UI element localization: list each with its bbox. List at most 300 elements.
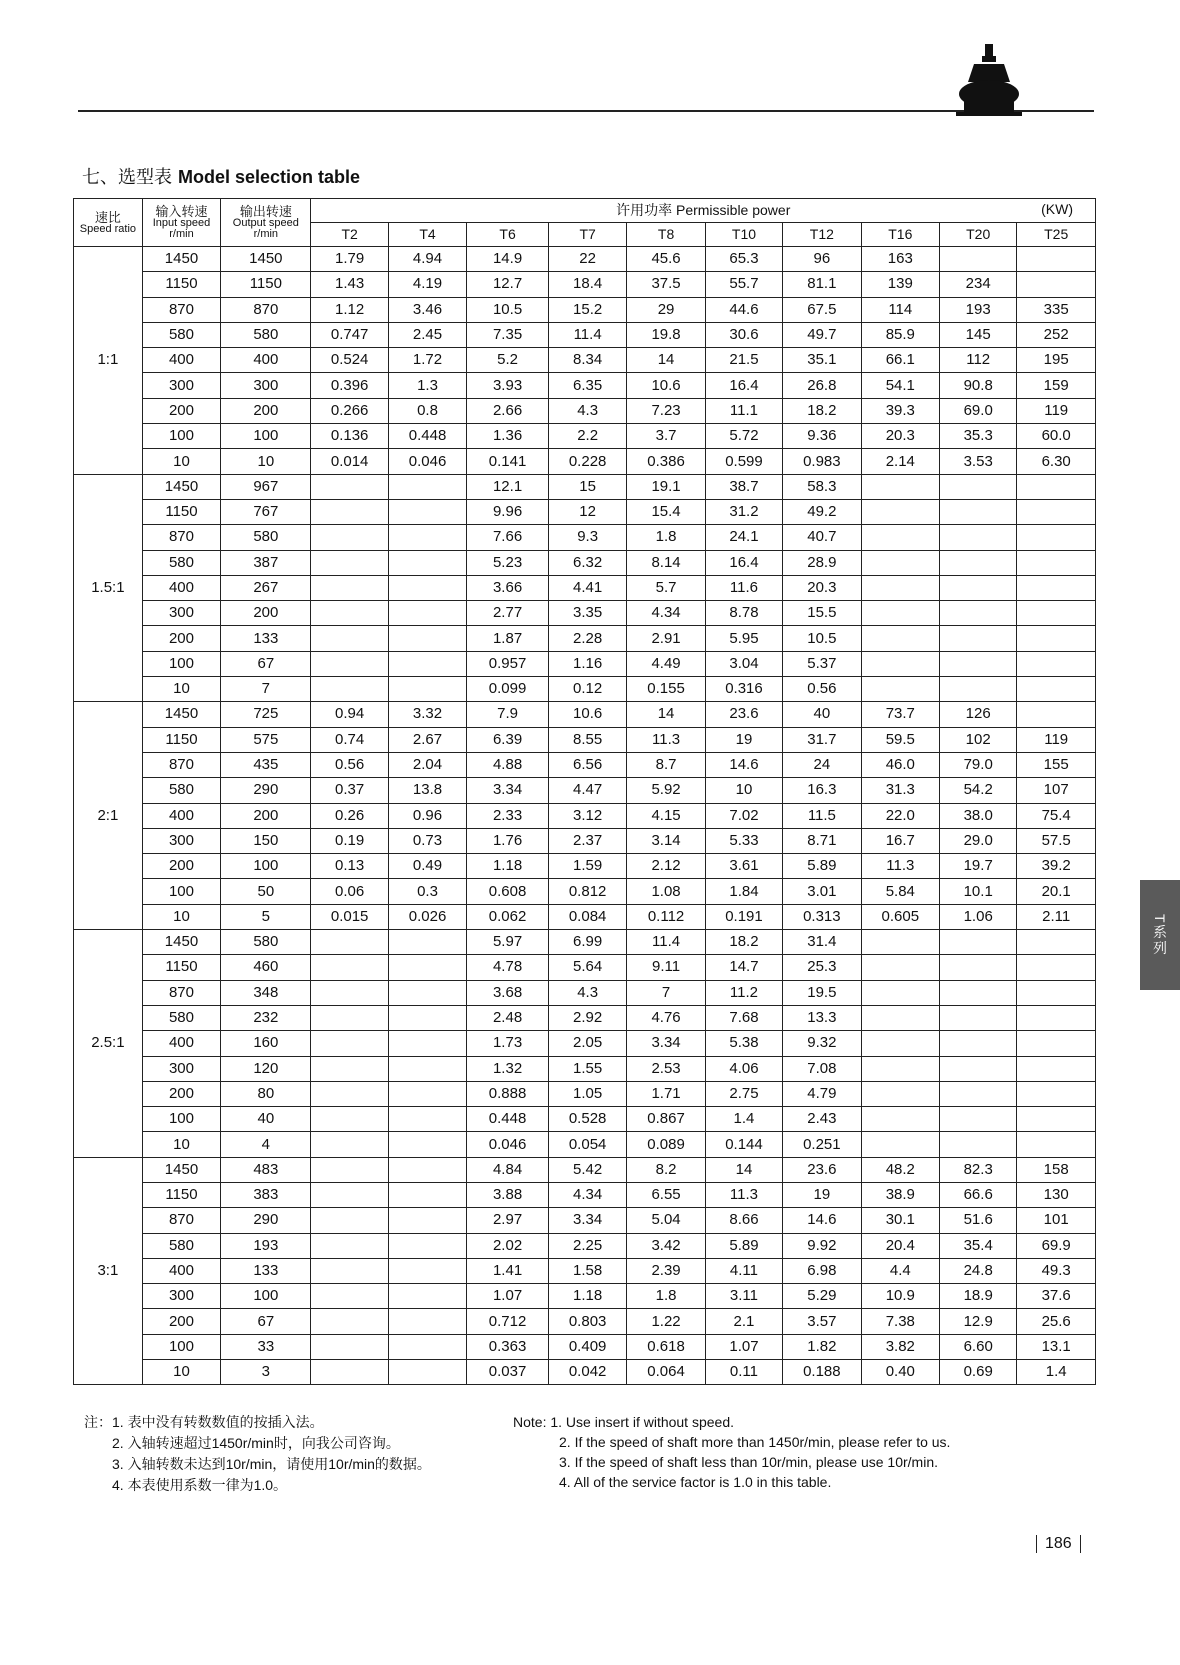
table-row: [74, 424, 1096, 449]
input-speed-cell: 10: [142, 1360, 220, 1385]
output-speed-cell: 435: [221, 752, 311, 777]
power-cell: 67.5: [783, 297, 861, 322]
power-cell: 10.5: [783, 626, 861, 651]
power-cell: [940, 955, 1017, 980]
output-speed-cell: 120: [221, 1056, 311, 1081]
power-cell: 2.75: [705, 1081, 782, 1106]
power-cell: 20.3: [861, 424, 939, 449]
power-cell: 15.2: [548, 297, 626, 322]
power-cell: 15.4: [627, 499, 705, 524]
power-cell: 1.4: [705, 1107, 782, 1132]
power-cell: [1017, 601, 1096, 626]
output-speed-cell: 387: [221, 550, 311, 575]
output-speed-cell: 100: [221, 1284, 311, 1309]
power-cell: 0.386: [627, 449, 705, 474]
power-cell: 1.73: [467, 1031, 549, 1056]
table-row: [74, 525, 1096, 550]
power-cell: 0.228: [548, 449, 626, 474]
power-cell: 1.76: [467, 828, 549, 853]
power-cell: 5.89: [783, 854, 861, 879]
power-cell: 22.0: [861, 803, 939, 828]
power-cell: 0.37: [311, 778, 388, 803]
power-cell: 0.712: [467, 1309, 549, 1334]
power-cell: 22: [548, 247, 626, 272]
table-row: [74, 955, 1096, 980]
output-header-cn: 输出转速: [239, 204, 292, 219]
table-row: [74, 1334, 1096, 1359]
power-cell: 48.2: [861, 1157, 939, 1182]
note-en-line: 2. If the speed of shaft more than 1450r/min, please refer to us.: [559, 1434, 951, 1450]
power-cell: 1.07: [467, 1284, 549, 1309]
power-cell: 4.84: [467, 1157, 549, 1182]
power-cell: 11.1: [705, 398, 782, 423]
power-cell: 12.9: [940, 1309, 1017, 1334]
power-cell: 16.4: [705, 373, 782, 398]
power-cell: 1.55: [548, 1056, 626, 1081]
power-cell: 119: [1017, 398, 1096, 423]
side-tab: T系列: [1140, 880, 1180, 990]
input-speed-header: [142, 199, 220, 247]
power-cell: 0.599: [705, 449, 782, 474]
input-speed-cell: 400: [142, 1031, 220, 1056]
power-cell: [940, 677, 1017, 702]
power-cell: 54.1: [861, 373, 939, 398]
power-cell: 66.6: [940, 1182, 1017, 1207]
table-row: [74, 651, 1096, 676]
power-cell: [1017, 1107, 1096, 1132]
power-cell: [940, 575, 1017, 600]
table-row: [74, 803, 1096, 828]
power-cell: 37.6: [1017, 1284, 1096, 1309]
power-cell: 8.14: [627, 550, 705, 575]
power-cell: 0.803: [548, 1309, 626, 1334]
power-cell: 38.7: [705, 474, 782, 499]
ratio-cell: 2:1: [74, 702, 143, 930]
output-speed-cell: 80: [221, 1081, 311, 1106]
table-row: [74, 348, 1096, 373]
power-cell: [861, 499, 939, 524]
power-cell: 14: [627, 348, 705, 373]
power-cell: 0.099: [467, 677, 549, 702]
power-cell: 5.2: [467, 348, 549, 373]
power-cell: 1.59: [548, 854, 626, 879]
power-cell: 6.32: [548, 550, 626, 575]
power-cell: 1.16: [548, 651, 626, 676]
power-cell: 5.89: [705, 1233, 782, 1258]
power-cell: 8.71: [783, 828, 861, 853]
table-row: [74, 1107, 1096, 1132]
output-speed-cell: 193: [221, 1233, 311, 1258]
power-cell: [311, 1284, 388, 1309]
power-cell: [861, 626, 939, 651]
power-cell: 0.191: [705, 904, 782, 929]
power-cell: 10.9: [861, 1284, 939, 1309]
power-cell: 2.25: [548, 1233, 626, 1258]
power-cell: [388, 1309, 466, 1334]
output-speed-cell: 100: [221, 854, 311, 879]
power-cell: 8.78: [705, 601, 782, 626]
power-cell: 14.9: [467, 247, 549, 272]
power-cell: 2.97: [467, 1208, 549, 1233]
table-row: [74, 398, 1096, 423]
power-cell: 7.23: [627, 398, 705, 423]
ratio-header-en: Speed ratio: [79, 222, 137, 235]
output-speed-cell: 580: [221, 322, 311, 347]
page-number: [1028, 1535, 1089, 1553]
power-cell: [388, 1360, 466, 1385]
input-speed-cell: 1450: [142, 930, 220, 955]
table-row: [74, 575, 1096, 600]
power-cell: [311, 1081, 388, 1106]
power-cell: [388, 1208, 466, 1233]
power-cell: 29: [627, 297, 705, 322]
output-speed-cell: 1150: [221, 272, 311, 297]
power-cell: [1017, 1056, 1096, 1081]
note-cn-line: 注：1. 表中没有转数数值的按插入法。: [84, 1414, 324, 1430]
power-cell: [940, 651, 1017, 676]
power-cell: [861, 525, 939, 550]
table-row: [74, 677, 1096, 702]
power-cell: 40: [783, 702, 861, 727]
power-cell: 7.68: [705, 1005, 782, 1030]
output-speed-cell: 483: [221, 1157, 311, 1182]
power-cell: 13.3: [783, 1005, 861, 1030]
input-speed-cell: 200: [142, 1309, 220, 1334]
power-cell: 79.0: [940, 752, 1017, 777]
power-cell: [1017, 955, 1096, 980]
power-cell: 9.32: [783, 1031, 861, 1056]
power-cell: 4.88: [467, 752, 549, 777]
power-cell: 37.5: [627, 272, 705, 297]
power-cell: 8.66: [705, 1208, 782, 1233]
input-speed-cell: 300: [142, 1284, 220, 1309]
input-speed-cell: 1450: [142, 702, 220, 727]
power-cell: 0.141: [467, 449, 549, 474]
power-cell: 193: [940, 297, 1017, 322]
input-header-cn: 输入转速: [155, 204, 208, 219]
power-cell: 26.8: [783, 373, 861, 398]
power-cell: 0.112: [627, 904, 705, 929]
power-cell: 3.14: [627, 828, 705, 853]
input-speed-cell: 300: [142, 601, 220, 626]
power-cell: 4.41: [548, 575, 626, 600]
power-cell: 4.34: [627, 601, 705, 626]
power-cell: 11.6: [705, 575, 782, 600]
power-cell: 158: [1017, 1157, 1096, 1182]
model-header-t20: T20: [940, 223, 1017, 247]
power-cell: 3.61: [705, 854, 782, 879]
power-cell: 2.39: [627, 1258, 705, 1283]
power-cell: 65.3: [705, 247, 782, 272]
power-cell: [388, 1233, 466, 1258]
power-cell: 6.56: [548, 752, 626, 777]
input-speed-cell: 1150: [142, 727, 220, 752]
power-cell: 2.92: [548, 1005, 626, 1030]
table-row: [74, 1233, 1096, 1258]
power-cell: 11.5: [783, 803, 861, 828]
power-cell: 1.32: [467, 1056, 549, 1081]
power-cell: 8.7: [627, 752, 705, 777]
power-cell: [1017, 1081, 1096, 1106]
power-cell: 1.08: [627, 879, 705, 904]
power-cell: 139: [861, 272, 939, 297]
input-speed-cell: 580: [142, 550, 220, 575]
table-row: [74, 1157, 1096, 1182]
power-cell: 4.34: [548, 1182, 626, 1207]
power-cell: 3.34: [467, 778, 549, 803]
power-cell: [940, 1081, 1017, 1106]
power-cell: [940, 1005, 1017, 1030]
input-speed-cell: 300: [142, 828, 220, 853]
power-cell: 28.9: [783, 550, 861, 575]
power-cell: 4.11: [705, 1258, 782, 1283]
power-cell: [311, 930, 388, 955]
power-cell: [388, 1107, 466, 1132]
output-speed-cell: 232: [221, 1005, 311, 1030]
power-cell: 10.5: [467, 297, 549, 322]
power-cell: 40.7: [783, 525, 861, 550]
input-speed-cell: 580: [142, 322, 220, 347]
table-row: [74, 752, 1096, 777]
power-cell: 7.66: [467, 525, 549, 550]
power-cell: 2.77: [467, 601, 549, 626]
power-cell: [940, 525, 1017, 550]
power-cell: [940, 626, 1017, 651]
power-cell: 0.448: [467, 1107, 549, 1132]
power-cell: 3.11: [705, 1284, 782, 1309]
power-cell: 1.41: [467, 1258, 549, 1283]
power-cell: 5.37: [783, 651, 861, 676]
power-cell: 3.32: [388, 702, 466, 727]
output-speed-cell: 1450: [221, 247, 311, 272]
power-cell: 0.046: [388, 449, 466, 474]
power-cell: 0.251: [783, 1132, 861, 1157]
power-cell: 35.1: [783, 348, 861, 373]
power-cell: 19: [705, 727, 782, 752]
power-cell: 4.49: [627, 651, 705, 676]
power-cell: 159: [1017, 373, 1096, 398]
power-cell: [1017, 930, 1096, 955]
power-cell: 3.88: [467, 1182, 549, 1207]
power-cell: 5.04: [627, 1208, 705, 1233]
input-speed-cell: 1450: [142, 474, 220, 499]
power-cell: [311, 1360, 388, 1385]
input-speed-cell: 10: [142, 677, 220, 702]
power-cell: 4.06: [705, 1056, 782, 1081]
output-speed-cell: 3: [221, 1360, 311, 1385]
power-cell: 1.43: [311, 272, 388, 297]
power-cell: [1017, 677, 1096, 702]
power-cell: 0.94: [311, 702, 388, 727]
power-cell: 21.5: [705, 348, 782, 373]
power-cell: 16.3: [783, 778, 861, 803]
title-en: Model selection table: [178, 167, 361, 187]
power-cell: 85.9: [861, 322, 939, 347]
power-cell: 9.92: [783, 1233, 861, 1258]
power-cell: 11.3: [627, 727, 705, 752]
power-cell: [861, 930, 939, 955]
power-cell: 0.608: [467, 879, 549, 904]
power-cell: 1.82: [783, 1334, 861, 1359]
power-cell: 5.95: [705, 626, 782, 651]
title-cn: 七、选型表: [82, 167, 172, 187]
power-cell: 18.9: [940, 1284, 1017, 1309]
power-cell: 19.8: [627, 322, 705, 347]
power-cell: 2.28: [548, 626, 626, 651]
power-cell: 7.08: [783, 1056, 861, 1081]
output-speed-cell: 870: [221, 297, 311, 322]
power-cell: 49.2: [783, 499, 861, 524]
power-cell: 1.58: [548, 1258, 626, 1283]
power-header-cn: 许用功率: [616, 202, 673, 218]
note-cn-line: 4. 本表使用系数一律为1.0。: [112, 1477, 288, 1493]
power-cell: [311, 1334, 388, 1359]
power-cell: 3.68: [467, 980, 549, 1005]
power-cell: [388, 930, 466, 955]
power-cell: [388, 1182, 466, 1207]
model-selection-table: [73, 198, 1096, 1385]
power-cell: 49.3: [1017, 1258, 1096, 1283]
input-speed-cell: 580: [142, 778, 220, 803]
power-cell: 5.7: [627, 575, 705, 600]
output-speed-cell: 133: [221, 626, 311, 651]
power-cell: 14: [705, 1157, 782, 1182]
power-cell: 0.06: [311, 879, 388, 904]
power-cell: 2.48: [467, 1005, 549, 1030]
output-speed-header: [221, 199, 311, 247]
power-cell: 44.6: [705, 297, 782, 322]
power-cell: [311, 1132, 388, 1157]
power-cell: [1017, 575, 1096, 600]
power-cell: 2.67: [388, 727, 466, 752]
power-cell: [311, 499, 388, 524]
input-header-en: Input speed: [152, 217, 211, 229]
power-cell: 14.6: [705, 752, 782, 777]
table-row: [74, 449, 1096, 474]
table-row: [74, 778, 1096, 803]
input-speed-cell: 870: [142, 980, 220, 1005]
power-cell: 2.53: [627, 1056, 705, 1081]
input-speed-cell: 1150: [142, 272, 220, 297]
power-cell: 1.05: [548, 1081, 626, 1106]
power-cell: 126: [940, 702, 1017, 727]
power-cell: 20.4: [861, 1233, 939, 1258]
power-cell: 1.72: [388, 348, 466, 373]
power-cell: 30.1: [861, 1208, 939, 1233]
power-cell: 7: [627, 980, 705, 1005]
power-cell: 13.8: [388, 778, 466, 803]
power-cell: [311, 1056, 388, 1081]
power-cell: 39.3: [861, 398, 939, 423]
power-cell: 3.04: [705, 651, 782, 676]
power-cell: 46.0: [861, 752, 939, 777]
power-cell: 19: [783, 1182, 861, 1207]
table-row: [74, 980, 1096, 1005]
power-cell: 0.026: [388, 904, 466, 929]
power-cell: [311, 575, 388, 600]
power-cell: 6.30: [1017, 449, 1096, 474]
power-cell: 4.15: [627, 803, 705, 828]
power-cell: 8.55: [548, 727, 626, 752]
power-cell: [1017, 651, 1096, 676]
power-cell: 14.6: [783, 1208, 861, 1233]
power-cell: 5.64: [548, 955, 626, 980]
power-cell: [388, 980, 466, 1005]
power-cell: 23.6: [705, 702, 782, 727]
power-cell: [311, 474, 388, 499]
power-cell: [861, 1031, 939, 1056]
power-cell: 3.57: [783, 1309, 861, 1334]
power-cell: 0.19: [311, 828, 388, 853]
power-cell: 12.1: [467, 474, 549, 499]
power-cell: 2.43: [783, 1107, 861, 1132]
power-cell: 3.35: [548, 601, 626, 626]
power-cell: [1017, 702, 1096, 727]
power-cell: 3.93: [467, 373, 549, 398]
power-cell: 1.71: [627, 1081, 705, 1106]
input-speed-cell: 200: [142, 1081, 220, 1106]
model-header-t10: T10: [705, 223, 782, 247]
ratio-header-cn: 速比: [94, 209, 121, 225]
model-header-t7: T7: [548, 223, 626, 247]
power-cell: [1017, 626, 1096, 651]
power-cell: [861, 1107, 939, 1132]
power-cell: 2.02: [467, 1233, 549, 1258]
note-en-line: Note: 1. Use insert if without speed.: [513, 1414, 734, 1430]
power-cell: [388, 1005, 466, 1030]
power-cell: 0.188: [783, 1360, 861, 1385]
table-row: [74, 1056, 1096, 1081]
input-speed-cell: 10: [142, 904, 220, 929]
table-row: [74, 626, 1096, 651]
table-row: [74, 727, 1096, 752]
power-cell: [940, 980, 1017, 1005]
input-speed-cell: 400: [142, 348, 220, 373]
power-cell: [388, 474, 466, 499]
power-cell: 0.3: [388, 879, 466, 904]
output-speed-cell: 725: [221, 702, 311, 727]
input-speed-cell: 10: [142, 1132, 220, 1157]
power-cell: 59.5: [861, 727, 939, 752]
power-cell: [940, 499, 1017, 524]
power-cell: [861, 1005, 939, 1030]
note-en-line: 3. If the speed of shaft less than 10r/min, please use 10r/min.: [559, 1454, 938, 1470]
power-cell: 51.6: [940, 1208, 1017, 1233]
power-cell: 6.60: [940, 1334, 1017, 1359]
power-cell: 19.5: [783, 980, 861, 1005]
power-cell: 7.35: [467, 322, 549, 347]
output-speed-cell: 200: [221, 398, 311, 423]
power-cell: 5.84: [861, 879, 939, 904]
power-cell: 1.3: [388, 373, 466, 398]
power-cell: 38.9: [861, 1182, 939, 1207]
input-speed-cell: 300: [142, 1056, 220, 1081]
power-cell: [388, 601, 466, 626]
power-cell: [388, 955, 466, 980]
power-cell: 0.524: [311, 348, 388, 373]
input-speed-cell: 1150: [142, 499, 220, 524]
power-cell: [388, 677, 466, 702]
power-cell: 0.56: [311, 752, 388, 777]
input-speed-cell: 870: [142, 297, 220, 322]
power-cell: 12: [548, 499, 626, 524]
power-cell: 15.5: [783, 601, 861, 626]
power-cell: [388, 1284, 466, 1309]
power-cell: [861, 651, 939, 676]
power-cell: 1.22: [627, 1309, 705, 1334]
power-cell: [311, 980, 388, 1005]
power-cell: [861, 980, 939, 1005]
